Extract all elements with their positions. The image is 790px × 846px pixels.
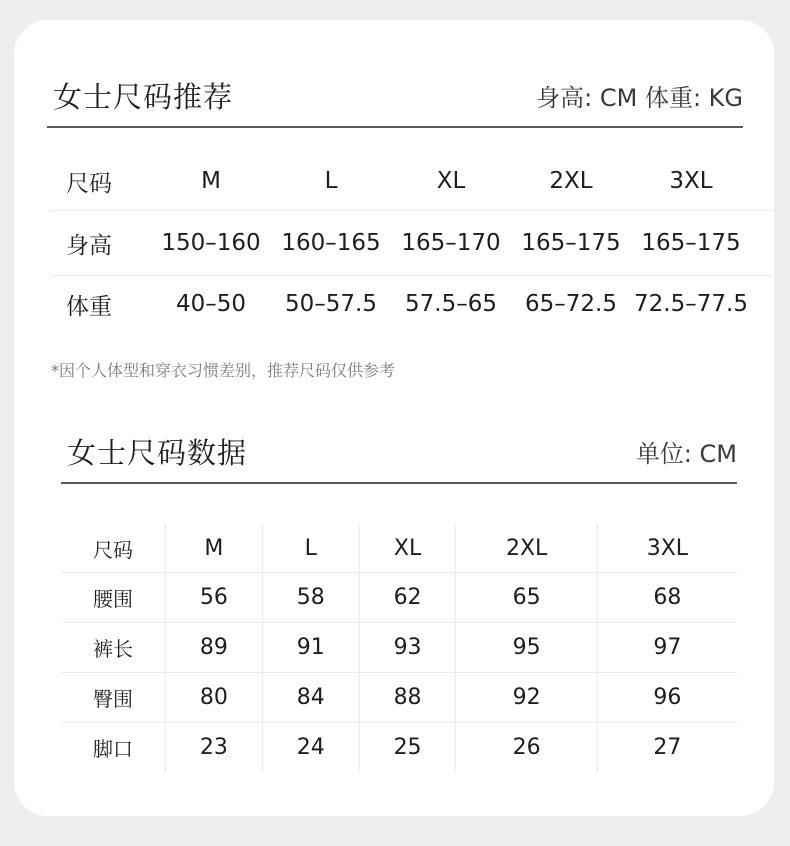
row-label: 腰围	[61, 573, 166, 623]
table-cell: 165–175	[641, 230, 741, 256]
table-cell: 92	[456, 673, 597, 723]
table-cell: 97	[597, 623, 737, 673]
row-label: 尺码	[61, 524, 166, 573]
table-cell: 40–50	[175, 291, 247, 317]
table-cell: 165–175	[521, 230, 621, 256]
row-label: 脚口	[93, 737, 133, 761]
table-cell: 68	[597, 573, 737, 623]
table-cell: 88	[359, 673, 456, 723]
size-data-unit: 单位: CM	[635, 440, 737, 468]
table-cell: 150–160	[161, 230, 261, 256]
table-row	[51, 276, 775, 332]
recommend-section-header	[47, 78, 743, 128]
header-cell: 2XL	[549, 168, 593, 194]
row-label: 裤长	[61, 623, 166, 673]
table-cell: 93	[359, 623, 456, 673]
table-cell: 57.5–65	[405, 291, 497, 317]
recommend-note: *因个人体型和穿衣习惯差别，推荐尺码仅供参考	[51, 361, 396, 380]
header-cell: XL	[436, 168, 466, 194]
table-cell: 89	[166, 623, 263, 673]
table-row	[61, 573, 737, 623]
header-cell: M	[166, 524, 263, 573]
row-label: 身高	[66, 232, 112, 259]
table-cell: 84	[262, 673, 359, 723]
table-cell: 50–57.5	[285, 291, 377, 317]
size-chart-card	[14, 20, 774, 816]
recommend-unit: 身高: CM 体重: KG	[536, 84, 743, 112]
recommend-header-row	[51, 152, 775, 211]
header-cell: XL	[359, 524, 456, 573]
table-cell: 23	[166, 723, 263, 773]
table-row	[61, 723, 737, 773]
table-cell: 58	[262, 573, 359, 623]
table-cell: 56	[166, 573, 263, 623]
table-cell: 65–72.5	[525, 291, 617, 317]
table-cell: 72.5–77.5	[634, 291, 748, 317]
table-cell: 26	[456, 723, 597, 773]
table-cell: 95	[456, 623, 597, 673]
table-row	[61, 673, 737, 723]
header-cell: M	[201, 168, 221, 194]
table-cell: 96	[597, 673, 737, 723]
size-data-header-row	[61, 524, 737, 573]
table-cell: 165–170	[401, 230, 501, 256]
header-cell: 3XL	[597, 524, 737, 573]
header-cell: L	[324, 168, 338, 194]
table-cell: 25	[359, 723, 456, 773]
recommend-title: 女士尺码推荐	[53, 80, 234, 114]
table-cell: 27	[597, 723, 737, 773]
row-label: 尺码	[66, 170, 112, 197]
row-label: 体重	[66, 293, 112, 320]
table-cell: 91	[262, 623, 359, 673]
table-row	[51, 211, 775, 276]
table-cell: 65	[456, 573, 597, 623]
row-label: 臀围	[61, 673, 166, 723]
header-cell: 3XL	[669, 168, 713, 194]
table-cell: 80	[166, 673, 263, 723]
table-cell: 24	[262, 723, 359, 773]
size-data-title: 女士尺码数据	[67, 436, 248, 470]
header-cell: L	[262, 524, 359, 573]
header-cell: 2XL	[456, 524, 597, 573]
table-row	[61, 623, 737, 673]
recommend-table	[51, 152, 775, 332]
table-cell: 160–165	[281, 230, 381, 256]
size-data-table	[61, 524, 737, 772]
size-data-section-header	[61, 434, 737, 484]
table-cell: 62	[359, 573, 456, 623]
